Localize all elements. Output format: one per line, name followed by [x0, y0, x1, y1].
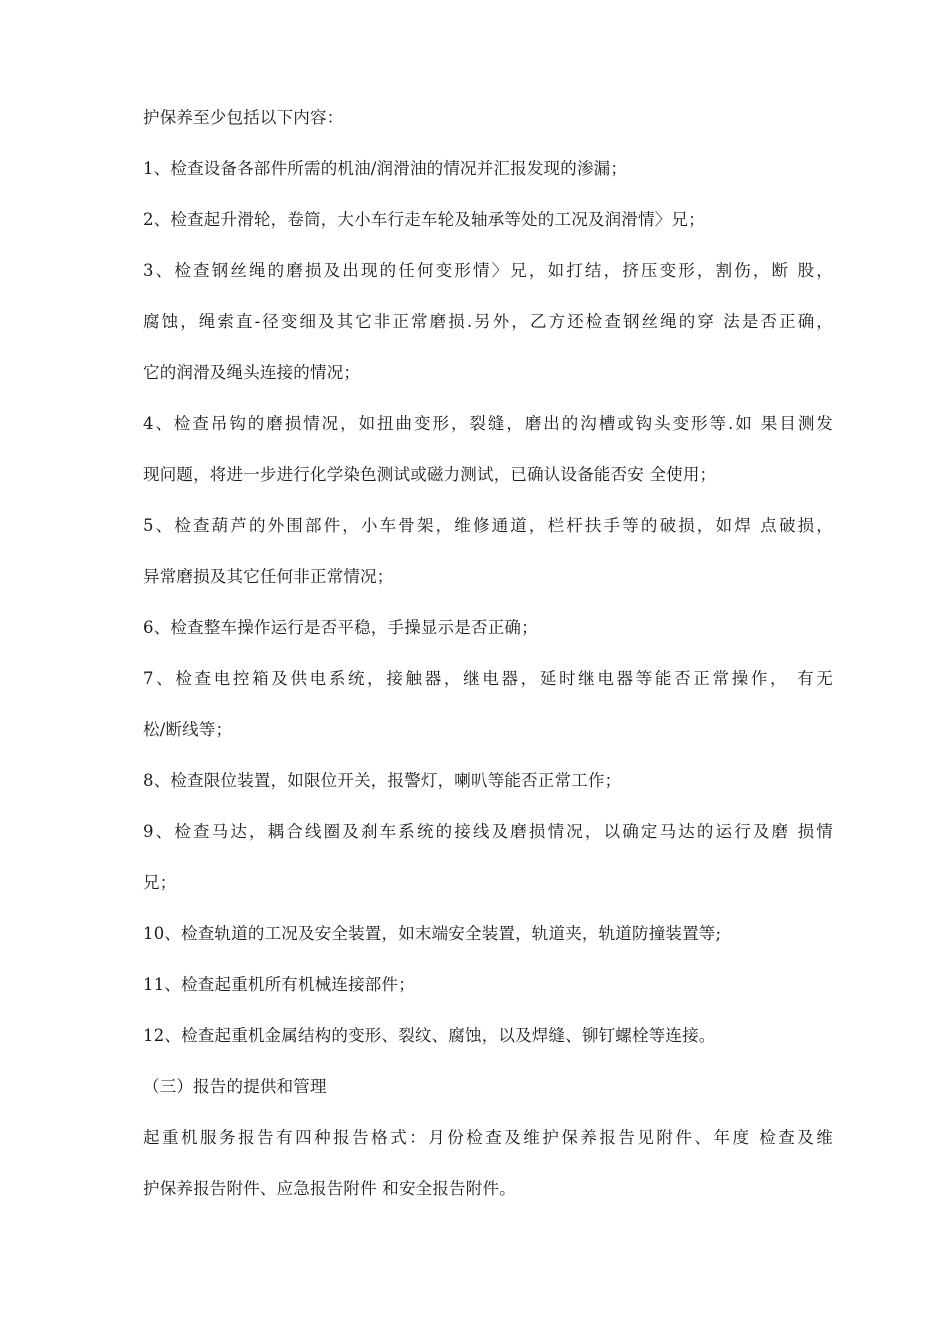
- text-line-item-12: 12、检查起重机金属结构的变形、裂纹、腐蚀，以及焊缝、铆钉螺栓等连接。: [143, 1026, 716, 1045]
- text-line-intro: 护保养至少包括以下内容：: [143, 108, 344, 127]
- text-line-item-11: 11、检查起重机所有机械连接部件；: [143, 975, 415, 994]
- text-line-item-8: 8、检查限位装置，如限位开关，报警灯，喇叭等能否正常工作；: [143, 771, 622, 790]
- text-line-item-3-cont-1: 腐蚀，绳索直-径变细及其它非正常磨损.另外，乙方还检查钢丝绳的穿 法是否正确，: [143, 312, 833, 331]
- text-line-item-3-cont-2: 它的润滑及绳头连接的情况；: [143, 363, 361, 382]
- text-line-item-5-cont: 异常磨损及其它任何非正常情况；: [143, 567, 394, 586]
- text-line-item-7: 7、检查电控箱及供电系统，接触器，继电器，延时继电器等能否正常操作， 有无: [143, 669, 833, 688]
- text-line-report-formats: 起重机服务报告有四种报告格式：月份检查及维护保养报告见附件、年度 检查及维: [143, 1128, 833, 1147]
- text-line-report-formats-cont: 护保养报告附件、应急报告附件 和安全报告附件。: [143, 1179, 516, 1198]
- text-line-item-4-cont: 现问题，将进一步进行化学染色测试或磁力测试，已确认设备能否安 全使用；: [143, 465, 717, 484]
- section-heading: （三）报告的提供和管理: [143, 1077, 327, 1096]
- text-line-item-4: 4、检查吊钩的磨损情况，如扭曲变形，裂缝，磨出的沟槽或钩头变形等.如 果目测发: [143, 414, 833, 433]
- text-line-item-9: 9、检查马达，耦合线圈及刹车系统的接线及磨损情况，以确定马达的运行及磨 损情: [143, 822, 833, 841]
- text-line-item-5: 5、检查葫芦的外围部件，小车骨架，维修通道，栏杆扶手等的破损，如焊 点破损，: [143, 516, 833, 535]
- text-line-item-6: 6、检查整车操作运行是否平稳，手操显示是否正确；: [143, 618, 538, 637]
- text-line-item-7-cont: 松/断线等；: [143, 720, 233, 739]
- text-line-item-9-cont: 兄；: [143, 873, 177, 892]
- text-line-item-3: 3、检查钢丝绳的磨损及出现的任何变形情〉兄，如打结，挤压变形，割伤，断 股，: [143, 261, 833, 280]
- text-line-item-1: 1、检查设备各部件所需的机油/润滑油的情况并汇报发现的渗漏；: [143, 159, 628, 178]
- text-line-item-10: 10、检查轨道的工况及安全装置，如末端安全装置，轨道夹，轨道防撞装置等;: [143, 924, 722, 943]
- text-line-item-2: 2、检查起升滑轮，卷筒，大小车行走车轮及轴承等处的工况及润滑情〉兄；: [143, 210, 705, 229]
